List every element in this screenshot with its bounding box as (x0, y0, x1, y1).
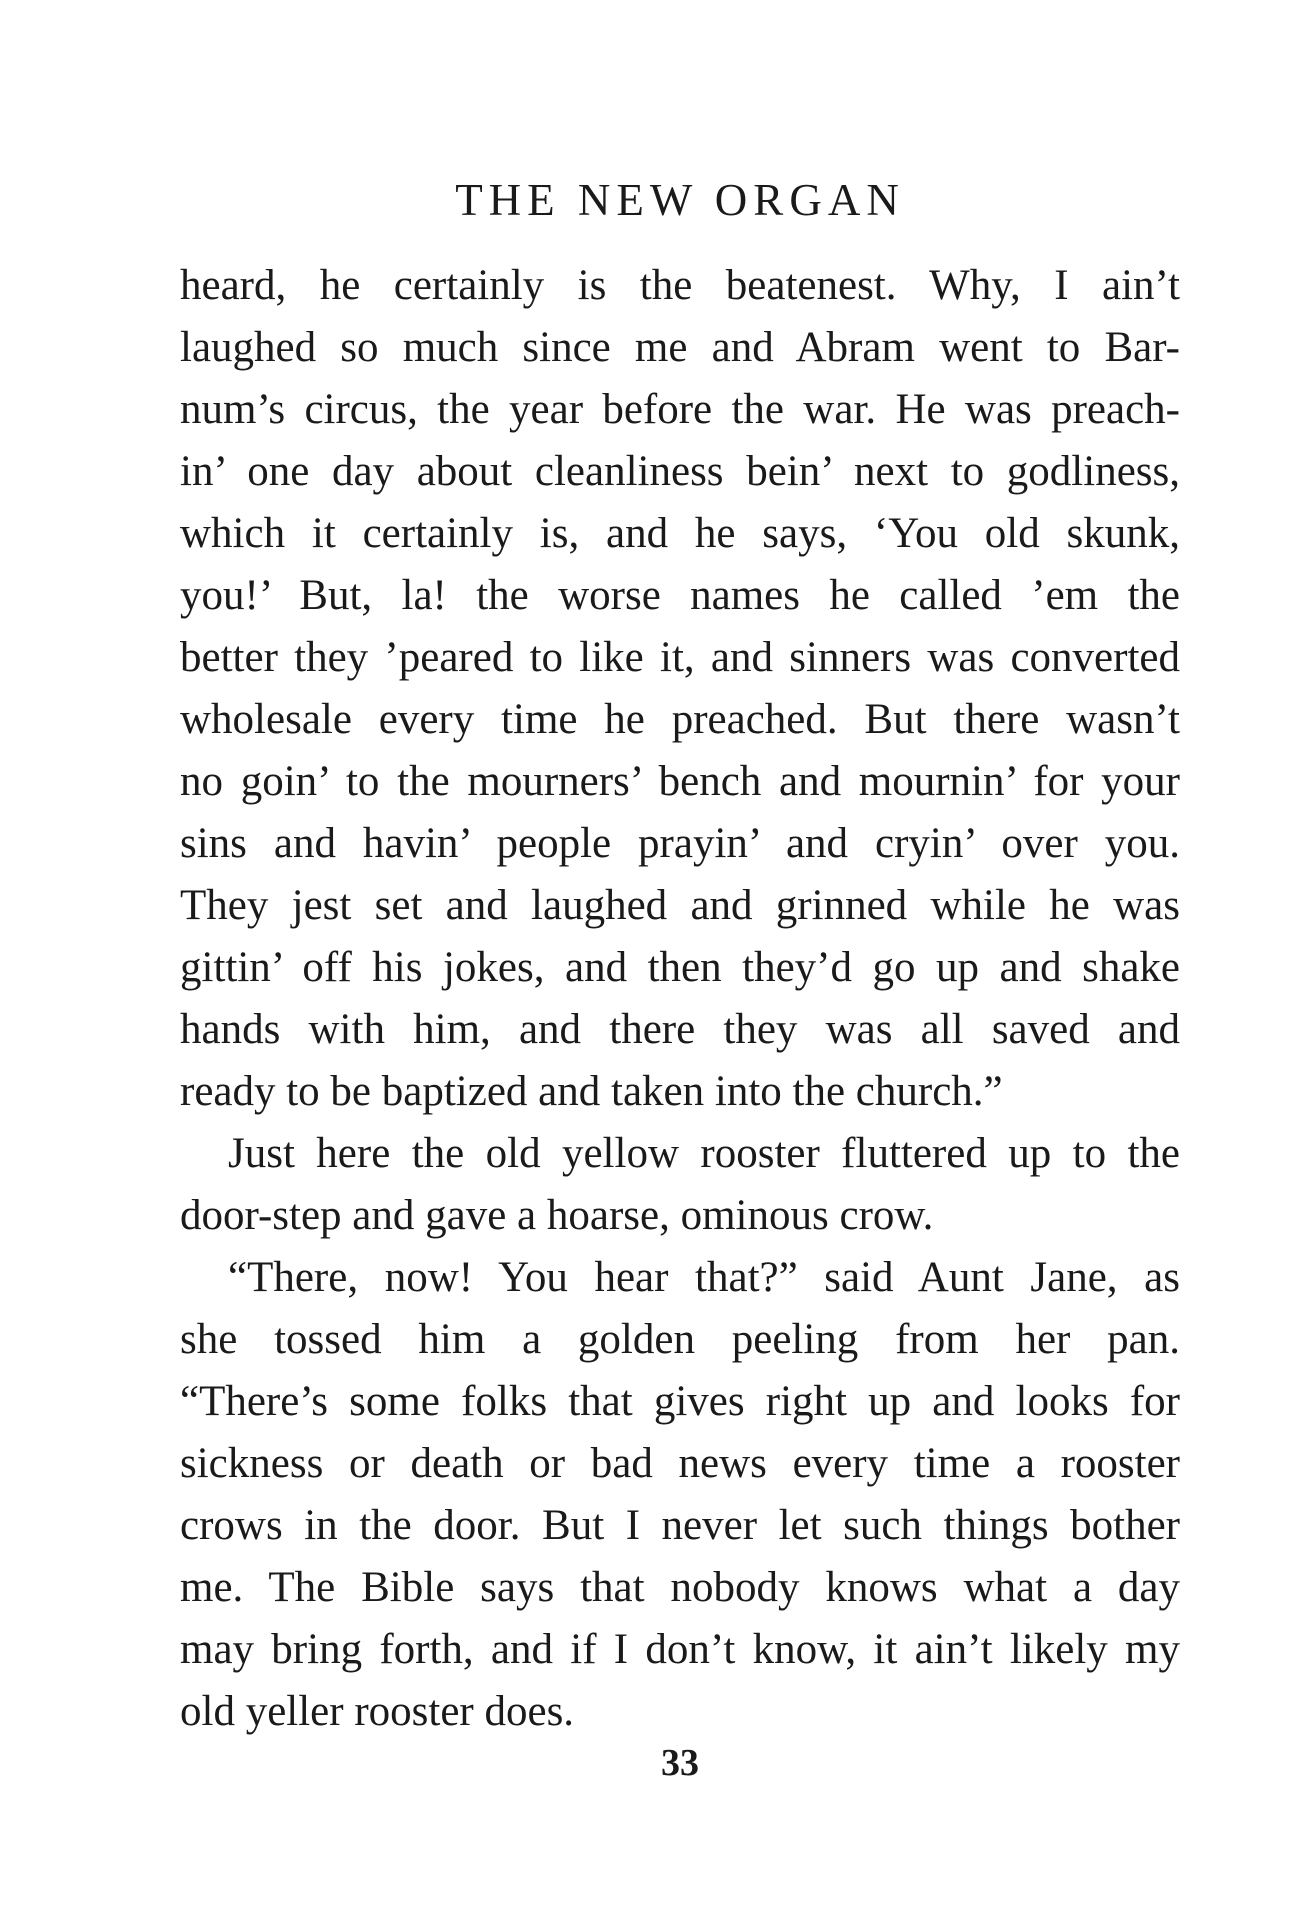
text-line: in’ one day about cleanliness bein’ next to godliness, (180, 448, 1180, 495)
text-line: crows in the door. But I never let such things bother (180, 1502, 1180, 1549)
text-line: no goin’ to the mourners’ bench and mournin’ for your (180, 758, 1180, 805)
text-line: you!’ But, la! the worse names he called ’em the (180, 572, 1180, 619)
text-line: They jest set and laughed and grinned while he was (180, 882, 1180, 929)
text-line: heard, he certainly is the beatenest. Why, I ain’t (180, 262, 1180, 309)
text-line: which it certainly is, and he says, ‘You old skunk, (180, 510, 1180, 557)
text-line: “There’s some folks that gives right up and looks for (180, 1378, 1180, 1425)
text-line: sickness or death or bad news every time a rooster (180, 1440, 1180, 1487)
text-line: sins and havin’ people prayin’ and cryin’ over you. (180, 820, 1180, 867)
text-line: door-step and gave a hoarse, ominous crow. (180, 1192, 934, 1239)
text-line: “There, now! You hear that?” said Aunt Jane, as (228, 1254, 1180, 1301)
body-text (180, 255, 1180, 1743)
text-line: me. The Bible says that nobody knows what a day (180, 1564, 1180, 1611)
text-line: ready to be baptized and taken into the church.” (180, 1068, 1003, 1115)
text-line: gittin’ off his jokes, and then they’d go up and shake (180, 944, 1180, 991)
running-head: THE NEW ORGAN (455, 175, 905, 225)
text-line: Just here the old yellow rooster fluttered up to the (228, 1130, 1180, 1177)
text-line: better they ’peared to like it, and sinners was converted (180, 634, 1180, 681)
text-line: num’s circus, the year before the war. He was preach- (180, 386, 1180, 433)
page-number: 33 (661, 1742, 699, 1784)
text-line: wholesale every time he preached. But there wasn’t (180, 696, 1180, 743)
text-line: may bring forth, and if I don’t know, it ain’t likely my (180, 1626, 1180, 1673)
text-line: hands with him, and there they was all saved and (180, 1006, 1180, 1053)
text-line: she tossed him a golden peeling from her pan. (180, 1316, 1180, 1363)
text-line: laughed so much since me and Abram went to Bar- (180, 324, 1180, 371)
text-line: old yeller rooster does. (180, 1688, 575, 1735)
